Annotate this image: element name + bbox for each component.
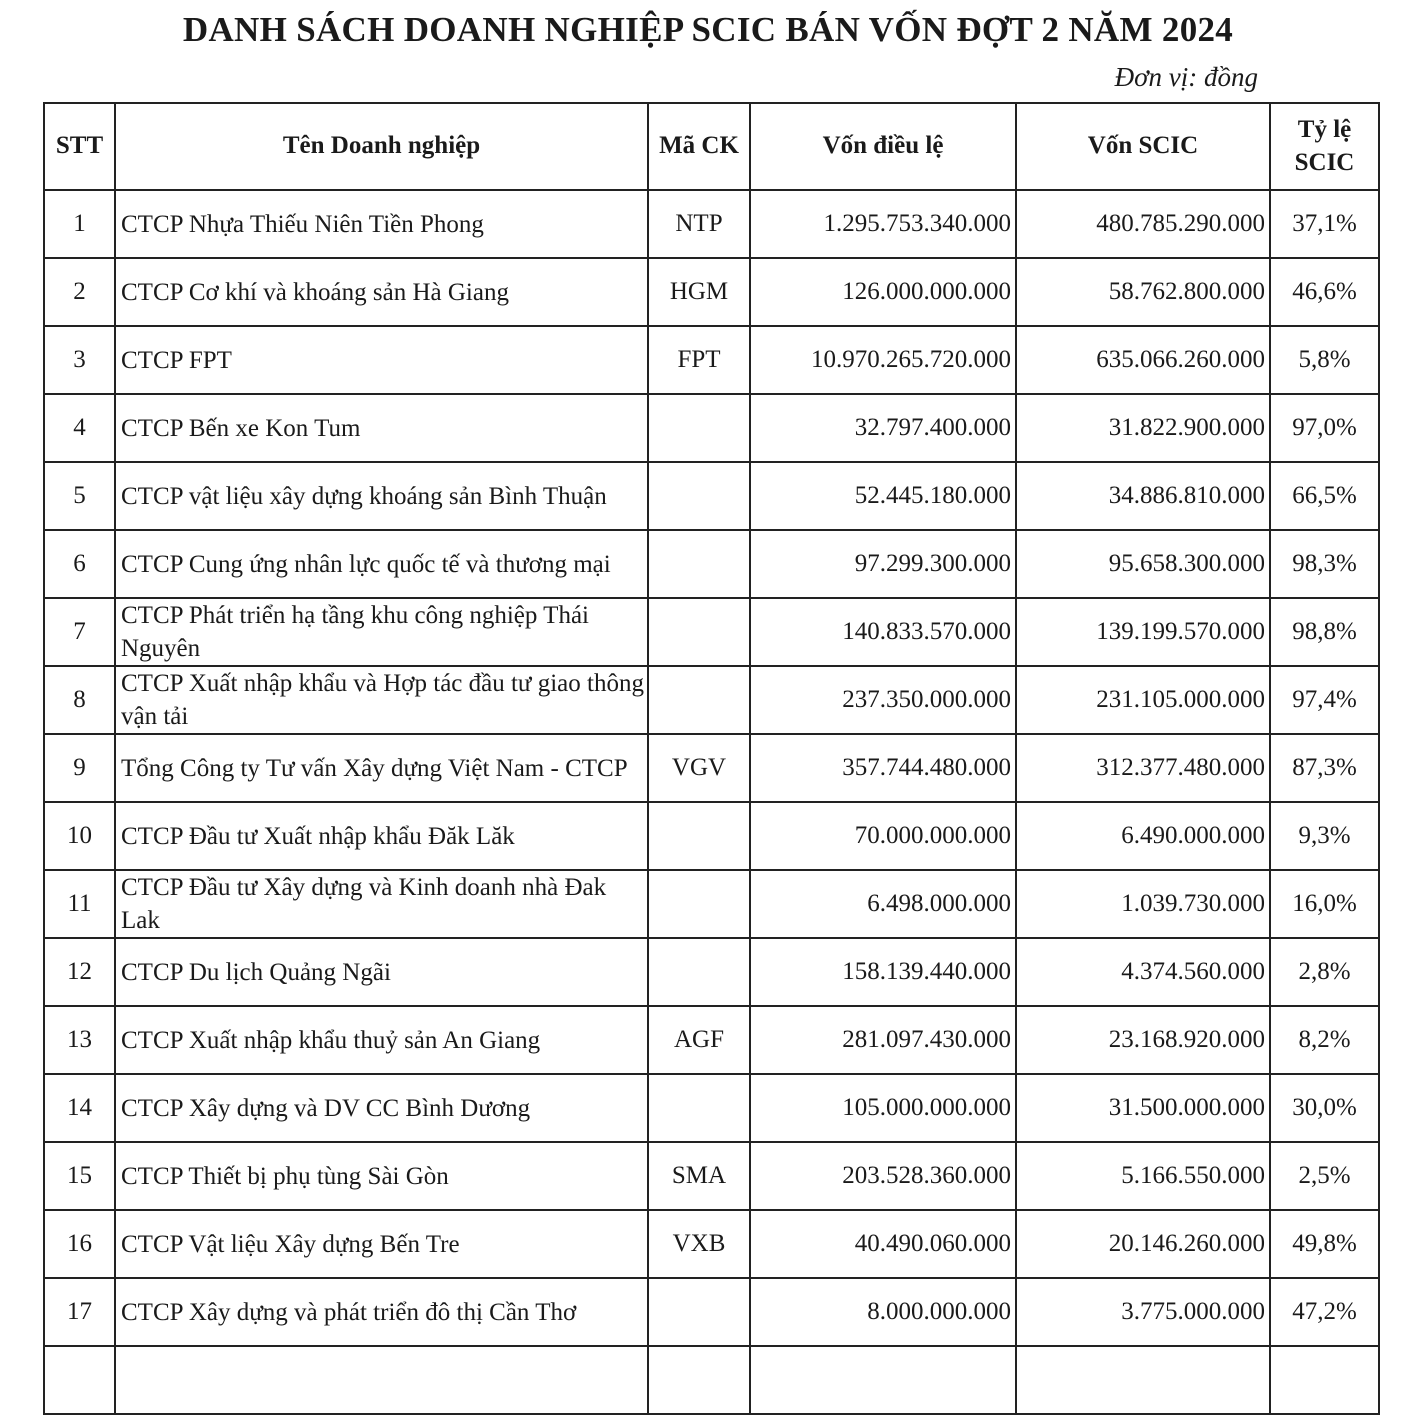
table-row <box>44 1006 1379 1074</box>
cell-stock-code: VXB <box>648 1210 750 1278</box>
cell-charter-capital: 70.000.000.000 <box>750 802 1016 870</box>
cell-scic-ratio: 97,4% <box>1270 666 1379 734</box>
cell-scic-capital: 6.490.000.000 <box>1016 802 1270 870</box>
cell-stt: 2 <box>44 258 115 326</box>
cell-stock-code: AGF <box>648 1006 750 1074</box>
cell-enterprise-name: CTCP Nhựa Thiếu Niên Tiền Phong <box>115 190 648 258</box>
cell-stock-code <box>648 1346 750 1414</box>
cell-stt: 14 <box>44 1074 115 1142</box>
cell-enterprise-name: CTCP Xuất nhập khẩu thuỷ sản An Giang <box>115 1006 648 1074</box>
cell-scic-capital: 231.105.000.000 <box>1016 666 1270 734</box>
cell-scic-capital: 1.039.730.000 <box>1016 870 1270 938</box>
cell-stt: 3 <box>44 326 115 394</box>
cell-enterprise-name: Tổng Công ty Tư vấn Xây dựng Việt Nam - CTCP <box>115 734 648 802</box>
cell-stock-code <box>648 1074 750 1142</box>
cell-scic-capital: 23.168.920.000 <box>1016 1006 1270 1074</box>
cell-scic-capital <box>1016 1346 1270 1414</box>
cell-charter-capital: 140.833.570.000 <box>750 598 1016 666</box>
table-row <box>44 802 1379 870</box>
page-title: DANH SÁCH DOANH NGHIỆP SCIC BÁN VỐN ĐỢT 2 NĂM 2024 <box>182 10 1234 49</box>
cell-scic-ratio: 66,5% <box>1270 462 1379 530</box>
cell-scic-capital: 5.166.550.000 <box>1016 1142 1270 1210</box>
cell-scic-ratio: 49,8% <box>1270 1210 1379 1278</box>
cell-scic-ratio: 98,3% <box>1270 530 1379 598</box>
cell-stock-code: SMA <box>648 1142 750 1210</box>
cell-charter-capital: 8.000.000.000 <box>750 1278 1016 1346</box>
cell-scic-capital: 20.146.260.000 <box>1016 1210 1270 1278</box>
cell-scic-capital: 635.066.260.000 <box>1016 326 1270 394</box>
cell-stock-code <box>648 870 750 938</box>
table-row <box>44 326 1379 394</box>
header-ratio-line1: Tỷ lệ <box>1297 116 1352 143</box>
cell-scic-ratio: 97,0% <box>1270 394 1379 462</box>
cell-enterprise-name: CTCP Vật liệu Xây dựng Bến Tre <box>115 1210 648 1278</box>
cell-stt: 6 <box>44 530 115 598</box>
cell-stt: 12 <box>44 938 115 1006</box>
cell-enterprise-name: CTCP Xây dựng và DV CC Bình Dương <box>115 1074 648 1142</box>
cell-scic-ratio: 16,0% <box>1270 870 1379 938</box>
cell-stock-code <box>648 530 750 598</box>
cell-charter-capital <box>750 1346 1016 1414</box>
cell-scic-ratio: 9,3% <box>1270 802 1379 870</box>
cell-stock-code: NTP <box>648 190 750 258</box>
cell-stt: 13 <box>44 1006 115 1074</box>
table-row <box>44 1278 1379 1346</box>
table-row <box>44 190 1379 258</box>
cell-stt <box>44 1346 115 1414</box>
table-row <box>44 1346 1379 1414</box>
cell-stt: 5 <box>44 462 115 530</box>
header-name: Tên Doanh nghiệp <box>115 103 648 190</box>
cell-charter-capital: 126.000.000.000 <box>750 258 1016 326</box>
cell-stock-code <box>648 394 750 462</box>
cell-scic-capital: 95.658.300.000 <box>1016 530 1270 598</box>
table-row <box>44 666 1379 734</box>
cell-scic-ratio <box>1270 1346 1379 1414</box>
table-row <box>44 938 1379 1006</box>
cell-enterprise-name: CTCP Đầu tư Xây dựng và Kinh doanh nhà Đak Lak <box>115 870 648 938</box>
table-row <box>44 1142 1379 1210</box>
cell-enterprise-name: CTCP Phát triển hạ tầng khu công nghiệp Thái Nguyên <box>115 598 648 666</box>
cell-enterprise-name: CTCP vật liệu xây dựng khoáng sản Bình Thuận <box>115 462 648 530</box>
header-scic-capital: Vốn SCIC <box>1016 103 1270 190</box>
cell-enterprise-name: CTCP Thiết bị phụ tùng Sài Gòn <box>115 1142 648 1210</box>
cell-stt: 10 <box>44 802 115 870</box>
cell-scic-ratio: 2,5% <box>1270 1142 1379 1210</box>
cell-stt: 7 <box>44 598 115 666</box>
cell-scic-capital: 480.785.290.000 <box>1016 190 1270 258</box>
cell-scic-capital: 4.374.560.000 <box>1016 938 1270 1006</box>
cell-stt: 17 <box>44 1278 115 1346</box>
cell-charter-capital: 97.299.300.000 <box>750 530 1016 598</box>
table-row <box>44 394 1379 462</box>
header-scic-ratio <box>1270 103 1379 190</box>
cell-scic-ratio: 5,8% <box>1270 326 1379 394</box>
cell-charter-capital: 203.528.360.000 <box>750 1142 1016 1210</box>
table-row <box>44 598 1379 666</box>
cell-scic-capital: 58.762.800.000 <box>1016 258 1270 326</box>
cell-stock-code: FPT <box>648 326 750 394</box>
cell-charter-capital: 6.498.000.000 <box>750 870 1016 938</box>
cell-scic-capital: 31.500.000.000 <box>1016 1074 1270 1142</box>
cell-stock-code <box>648 462 750 530</box>
header-charter-capital: Vốn điều lệ <box>750 103 1016 190</box>
cell-stock-code <box>648 598 750 666</box>
cell-scic-capital: 31.822.900.000 <box>1016 394 1270 462</box>
cell-scic-ratio: 2,8% <box>1270 938 1379 1006</box>
header-stt: STT <box>44 103 115 190</box>
cell-scic-ratio: 46,6% <box>1270 258 1379 326</box>
cell-scic-ratio: 37,1% <box>1270 190 1379 258</box>
cell-stock-code <box>648 666 750 734</box>
table-row <box>44 870 1379 938</box>
cell-charter-capital: 281.097.430.000 <box>750 1006 1016 1074</box>
cell-enterprise-name: CTCP Xuất nhập khẩu và Hợp tác đầu tư giao thông vận tải <box>115 666 648 734</box>
cell-scic-capital: 3.775.000.000 <box>1016 1278 1270 1346</box>
cell-enterprise-name <box>115 1346 648 1414</box>
table-row <box>44 258 1379 326</box>
cell-enterprise-name: CTCP Đầu tư Xuất nhập khẩu Đăk Lăk <box>115 802 648 870</box>
cell-scic-ratio: 8,2% <box>1270 1006 1379 1074</box>
table-row <box>44 530 1379 598</box>
cell-charter-capital: 237.350.000.000 <box>750 666 1016 734</box>
table-header-row <box>44 103 1379 190</box>
table-row <box>44 734 1379 802</box>
cell-stt: 16 <box>44 1210 115 1278</box>
cell-stock-code <box>648 938 750 1006</box>
cell-enterprise-name: CTCP FPT <box>115 326 648 394</box>
cell-charter-capital: 52.445.180.000 <box>750 462 1016 530</box>
cell-scic-ratio: 47,2% <box>1270 1278 1379 1346</box>
table-row <box>44 1074 1379 1142</box>
cell-scic-capital: 139.199.570.000 <box>1016 598 1270 666</box>
cell-stock-code: HGM <box>648 258 750 326</box>
cell-scic-ratio: 30,0% <box>1270 1074 1379 1142</box>
cell-stt: 11 <box>44 870 115 938</box>
cell-enterprise-name: CTCP Cơ khí và khoáng sản Hà Giang <box>115 258 648 326</box>
cell-charter-capital: 40.490.060.000 <box>750 1210 1016 1278</box>
cell-stt: 4 <box>44 394 115 462</box>
cell-stt: 1 <box>44 190 115 258</box>
cell-enterprise-name: CTCP Cung ứng nhân lực quốc tế và thương mại <box>115 530 648 598</box>
header-ratio-line2: SCIC <box>1294 148 1355 176</box>
header-code: Mã CK <box>648 103 750 190</box>
enterprise-table <box>43 102 1380 1415</box>
unit-note: Đơn vị: đồng <box>1114 62 1258 92</box>
cell-scic-ratio: 87,3% <box>1270 734 1379 802</box>
cell-stt: 9 <box>44 734 115 802</box>
cell-scic-capital: 34.886.810.000 <box>1016 462 1270 530</box>
cell-enterprise-name: CTCP Xây dựng và phát triển đô thị Cần Thơ <box>115 1278 648 1346</box>
cell-stt: 8 <box>44 666 115 734</box>
cell-scic-capital: 312.377.480.000 <box>1016 734 1270 802</box>
cell-charter-capital: 10.970.265.720.000 <box>750 326 1016 394</box>
cell-stt: 15 <box>44 1142 115 1210</box>
cell-stock-code <box>648 802 750 870</box>
cell-stock-code: VGV <box>648 734 750 802</box>
table-row <box>44 1210 1379 1278</box>
cell-charter-capital: 32.797.400.000 <box>750 394 1016 462</box>
cell-stock-code <box>648 1278 750 1346</box>
cell-charter-capital: 158.139.440.000 <box>750 938 1016 1006</box>
table-row <box>44 462 1379 530</box>
cell-charter-capital: 105.000.000.000 <box>750 1074 1016 1142</box>
cell-charter-capital: 1.295.753.340.000 <box>750 190 1016 258</box>
cell-scic-ratio: 98,8% <box>1270 598 1379 666</box>
cell-enterprise-name: CTCP Du lịch Quảng Ngãi <box>115 938 648 1006</box>
cell-enterprise-name: CTCP Bến xe Kon Tum <box>115 394 648 462</box>
cell-charter-capital: 357.744.480.000 <box>750 734 1016 802</box>
